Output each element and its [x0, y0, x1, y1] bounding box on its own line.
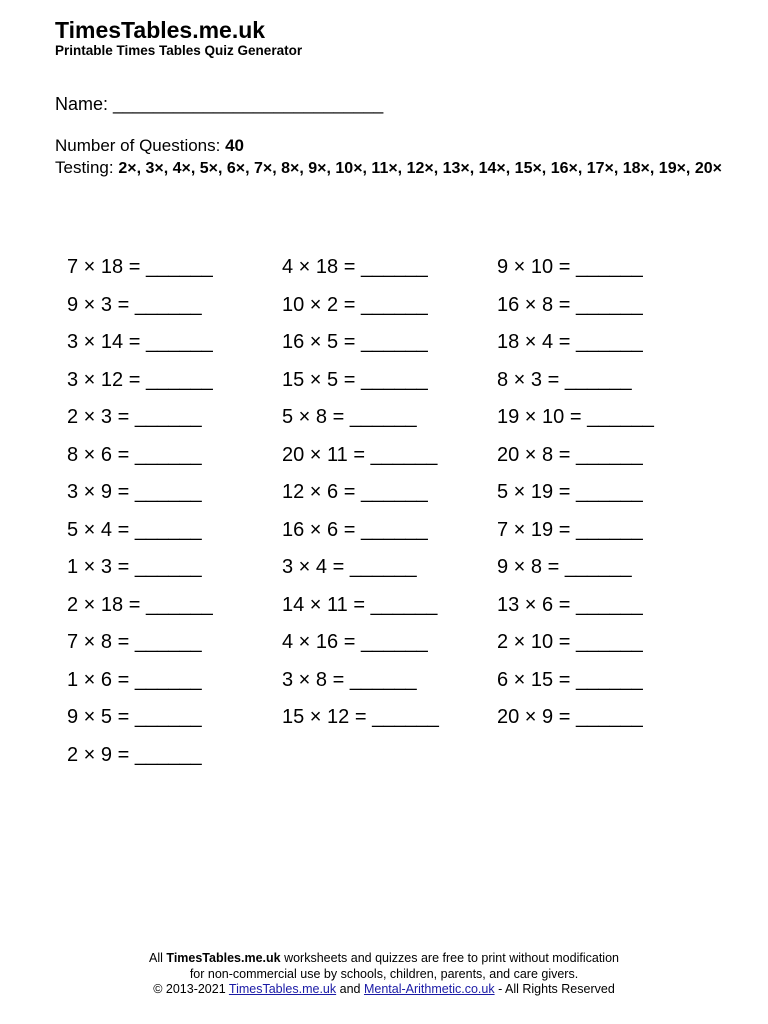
question: 9 × 8 = ______: [497, 556, 632, 578]
footer-and: and: [339, 982, 361, 996]
question: 12 × 6 = ______: [282, 481, 428, 503]
question: 3 × 9 = ______: [67, 481, 202, 503]
question: 1 × 3 = ______: [67, 556, 202, 578]
question: 19 × 10 = ______: [497, 406, 654, 428]
footer-prefix: All: [149, 951, 163, 965]
testing-label: Testing:: [55, 158, 114, 177]
site-subtitle: Printable Times Tables Quiz Generator: [55, 43, 303, 58]
question: 2 × 18 = ______: [67, 593, 213, 616]
testing-value: 2×, 3×, 4×, 5×, 6×, 7×, 8×, 9×, 10×, 11×, 12×, 13×, 14×, 15×, 16×, 17×, 18×, 19×, 20×: [118, 160, 722, 177]
question: 15 × 12 = ______: [282, 706, 439, 728]
footer-line-2: for non-commercial use by schools, children, parents, and care givers.: [189, 966, 579, 981]
question: 3 × 8 = ______: [282, 668, 417, 691]
question-column-3: [497, 254, 654, 742]
question: 3 × 14 = ______: [67, 331, 213, 353]
question-column-2: [282, 254, 439, 742]
question: 20 × 11 = ______: [282, 443, 438, 466]
question: 20 × 9 = ______: [497, 706, 643, 728]
question: 20 × 8 = ______: [497, 443, 643, 466]
question: 9 × 3 = ______: [67, 293, 202, 316]
question: 16 × 8 = ______: [497, 293, 643, 316]
question: 18 × 4 = ______: [497, 331, 643, 353]
question: 5 × 19 = ______: [497, 481, 643, 503]
question: 6 × 15 = ______: [497, 668, 643, 691]
question: 8 × 3 = ______: [497, 368, 632, 391]
testing-row: [55, 157, 735, 180]
question: 4 × 16 = ______: [282, 631, 428, 653]
question: 2 × 9 = ______: [67, 743, 202, 766]
rights-text: - All Rights Reserved: [498, 982, 615, 996]
question: 1 × 6 = ______: [67, 668, 202, 691]
question: 7 × 18 = ______: [67, 256, 213, 278]
copyright-text: © 2013-2021: [153, 982, 226, 996]
question: 5 × 4 = ______: [67, 518, 202, 541]
question: 2 × 3 = ______: [67, 406, 202, 428]
question: 16 × 5 = ______: [282, 331, 428, 353]
number-of-questions-value: 40: [225, 136, 245, 155]
footer-brand: TimesTables.me.uk: [166, 951, 281, 965]
question: 14 × 11 = ______: [282, 593, 438, 616]
question: 7 × 19 = ______: [497, 518, 643, 541]
number-of-questions-label: Number of Questions:: [55, 136, 221, 155]
question: 8 × 6 = ______: [67, 443, 202, 466]
timestables-link[interactable]: TimesTables.me.uk: [228, 982, 337, 996]
footer-line-1: [0, 951, 768, 967]
footer: [0, 951, 768, 998]
mental-arithmetic-link[interactable]: Mental-Arithmetic.co.uk: [363, 982, 495, 996]
question: 16 × 6 = ______: [282, 518, 428, 541]
name-row: [55, 92, 383, 116]
question: 9 × 5 = ______: [67, 706, 202, 728]
question: 10 × 2 = ______: [282, 293, 428, 316]
question: 4 × 18 = ______: [282, 256, 428, 278]
question: 7 × 8 = ______: [67, 631, 202, 653]
name-label: Name:: [55, 94, 109, 114]
number-of-questions-row: [55, 135, 244, 157]
question: 3 × 12 = ______: [67, 368, 213, 391]
name-line: ___________________________: [113, 94, 384, 114]
question-column-1: [67, 254, 213, 779]
footer-line-1-suffix: worksheets and quizzes are free to print without modification: [284, 951, 619, 965]
question: 9 × 10 = ______: [497, 256, 643, 278]
question: 2 × 10 = ______: [497, 631, 643, 653]
footer-line-3: [0, 982, 768, 998]
question: 5 × 8 = ______: [282, 406, 417, 428]
question: 3 × 4 = ______: [282, 556, 417, 578]
site-title: TimesTables.me.uk: [55, 17, 266, 43]
question: 13 × 6 = ______: [497, 593, 643, 616]
question: 15 × 5 = ______: [282, 368, 428, 391]
